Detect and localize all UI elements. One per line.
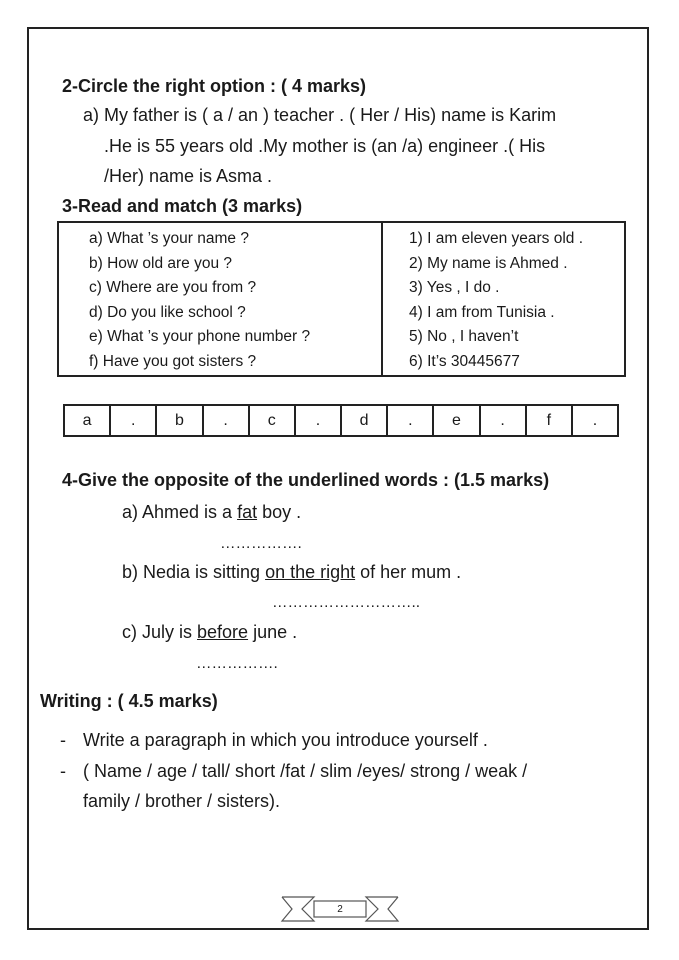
writing-title: Writing : ( 4.5 marks) xyxy=(40,691,218,711)
questions-column xyxy=(58,222,382,376)
q4-c-text: c) July is xyxy=(122,622,198,642)
match-table xyxy=(57,221,626,377)
q3-title: 3-Read and match (3 marks) xyxy=(62,196,303,216)
q2-line-2: .He is 55 years old .My mother is (an /a) engineer .( His xyxy=(104,136,546,156)
q4-b-answer-blank[interactable]: ……………………….. xyxy=(272,594,421,611)
writing-bullet-3: family / brother / sisters). xyxy=(83,791,281,811)
question-item: d) Do you like school ? xyxy=(89,303,246,321)
writing-bullet-2: ( Name / age / tall/ short /fat / slim /eyes/ strong / weak / xyxy=(83,761,528,781)
answer-item: 4) I am from Tunisia . xyxy=(409,303,555,321)
q4-item-b xyxy=(122,562,461,583)
question-item: f) Have you got sisters ? xyxy=(89,352,257,370)
answer-grid xyxy=(63,404,619,437)
answer-item: 2) My name is Ahmed . xyxy=(409,254,568,272)
answer-cell-letter-e: e xyxy=(434,406,480,435)
bullet-dash: - xyxy=(60,730,66,750)
bullet-dash: - xyxy=(60,761,66,781)
q2-line-3: /Her) name is Asma . xyxy=(104,166,273,186)
answer-cell-letter-d: d xyxy=(342,406,388,435)
q4-c-after: june . xyxy=(248,622,298,642)
answer-item: 5) No , I haven’t xyxy=(409,328,519,346)
q4-item-c xyxy=(122,622,297,643)
answer-cell-blank-e[interactable]: . xyxy=(481,406,527,435)
answer-item: 1) I am eleven years old . xyxy=(409,230,584,247)
answer-cell-letter-f: f xyxy=(527,406,573,435)
q4-b-text: b) Nedia is sitting xyxy=(122,562,266,582)
question-item: c) Where are you from ? xyxy=(89,279,257,297)
answer-cell-letter-b: b xyxy=(157,406,203,435)
q4-a-text: a) Ahmed is a xyxy=(122,502,238,522)
answers-column xyxy=(382,222,625,376)
q4-item-a xyxy=(122,502,301,523)
q4-a-after: boy . xyxy=(257,502,302,522)
answer-cell-blank-c[interactable]: . xyxy=(296,406,342,435)
q4-c-answer-blank[interactable]: ……………. xyxy=(196,655,278,672)
writing-bullet-1: Write a paragraph in which you introduce yourself . xyxy=(83,730,488,750)
answer-cell-blank-d[interactable]: . xyxy=(388,406,434,435)
q4-c-underlined: before xyxy=(197,622,249,642)
question-item: e) What ’s your phone number ? xyxy=(89,328,311,346)
q4-a-underlined: fat xyxy=(237,502,258,522)
answer-cell-letter-a: a xyxy=(65,406,111,435)
q2-line-1: a) My father is ( a / an ) teacher . ( Her / His) name is Karim xyxy=(83,105,557,125)
question-item: b) How old are you ? xyxy=(89,254,233,272)
answer-cell-letter-c: c xyxy=(250,406,296,435)
page-number: 2 xyxy=(337,904,343,915)
q4-title: 4-Give the opposite of the underlined words : (1.5 marks) xyxy=(62,470,550,490)
q4-a-answer-blank[interactable]: ……………. xyxy=(220,535,302,552)
answer-cell-blank-f[interactable]: . xyxy=(592,411,598,429)
answer-cell-blank-b[interactable]: . xyxy=(204,406,250,435)
answer-cell-blank-a[interactable]: . xyxy=(111,406,157,435)
q4-b-after: of her mum . xyxy=(355,562,462,582)
q2-title: 2-Circle the right option : ( 4 marks) xyxy=(62,76,367,96)
answer-item: 6) It’s 30445677 xyxy=(409,352,520,370)
question-item: a) What ’s your name ? xyxy=(89,230,249,247)
answer-item: 3) Yes , I do . xyxy=(409,279,500,297)
q4-b-underlined: on the right xyxy=(265,562,356,582)
